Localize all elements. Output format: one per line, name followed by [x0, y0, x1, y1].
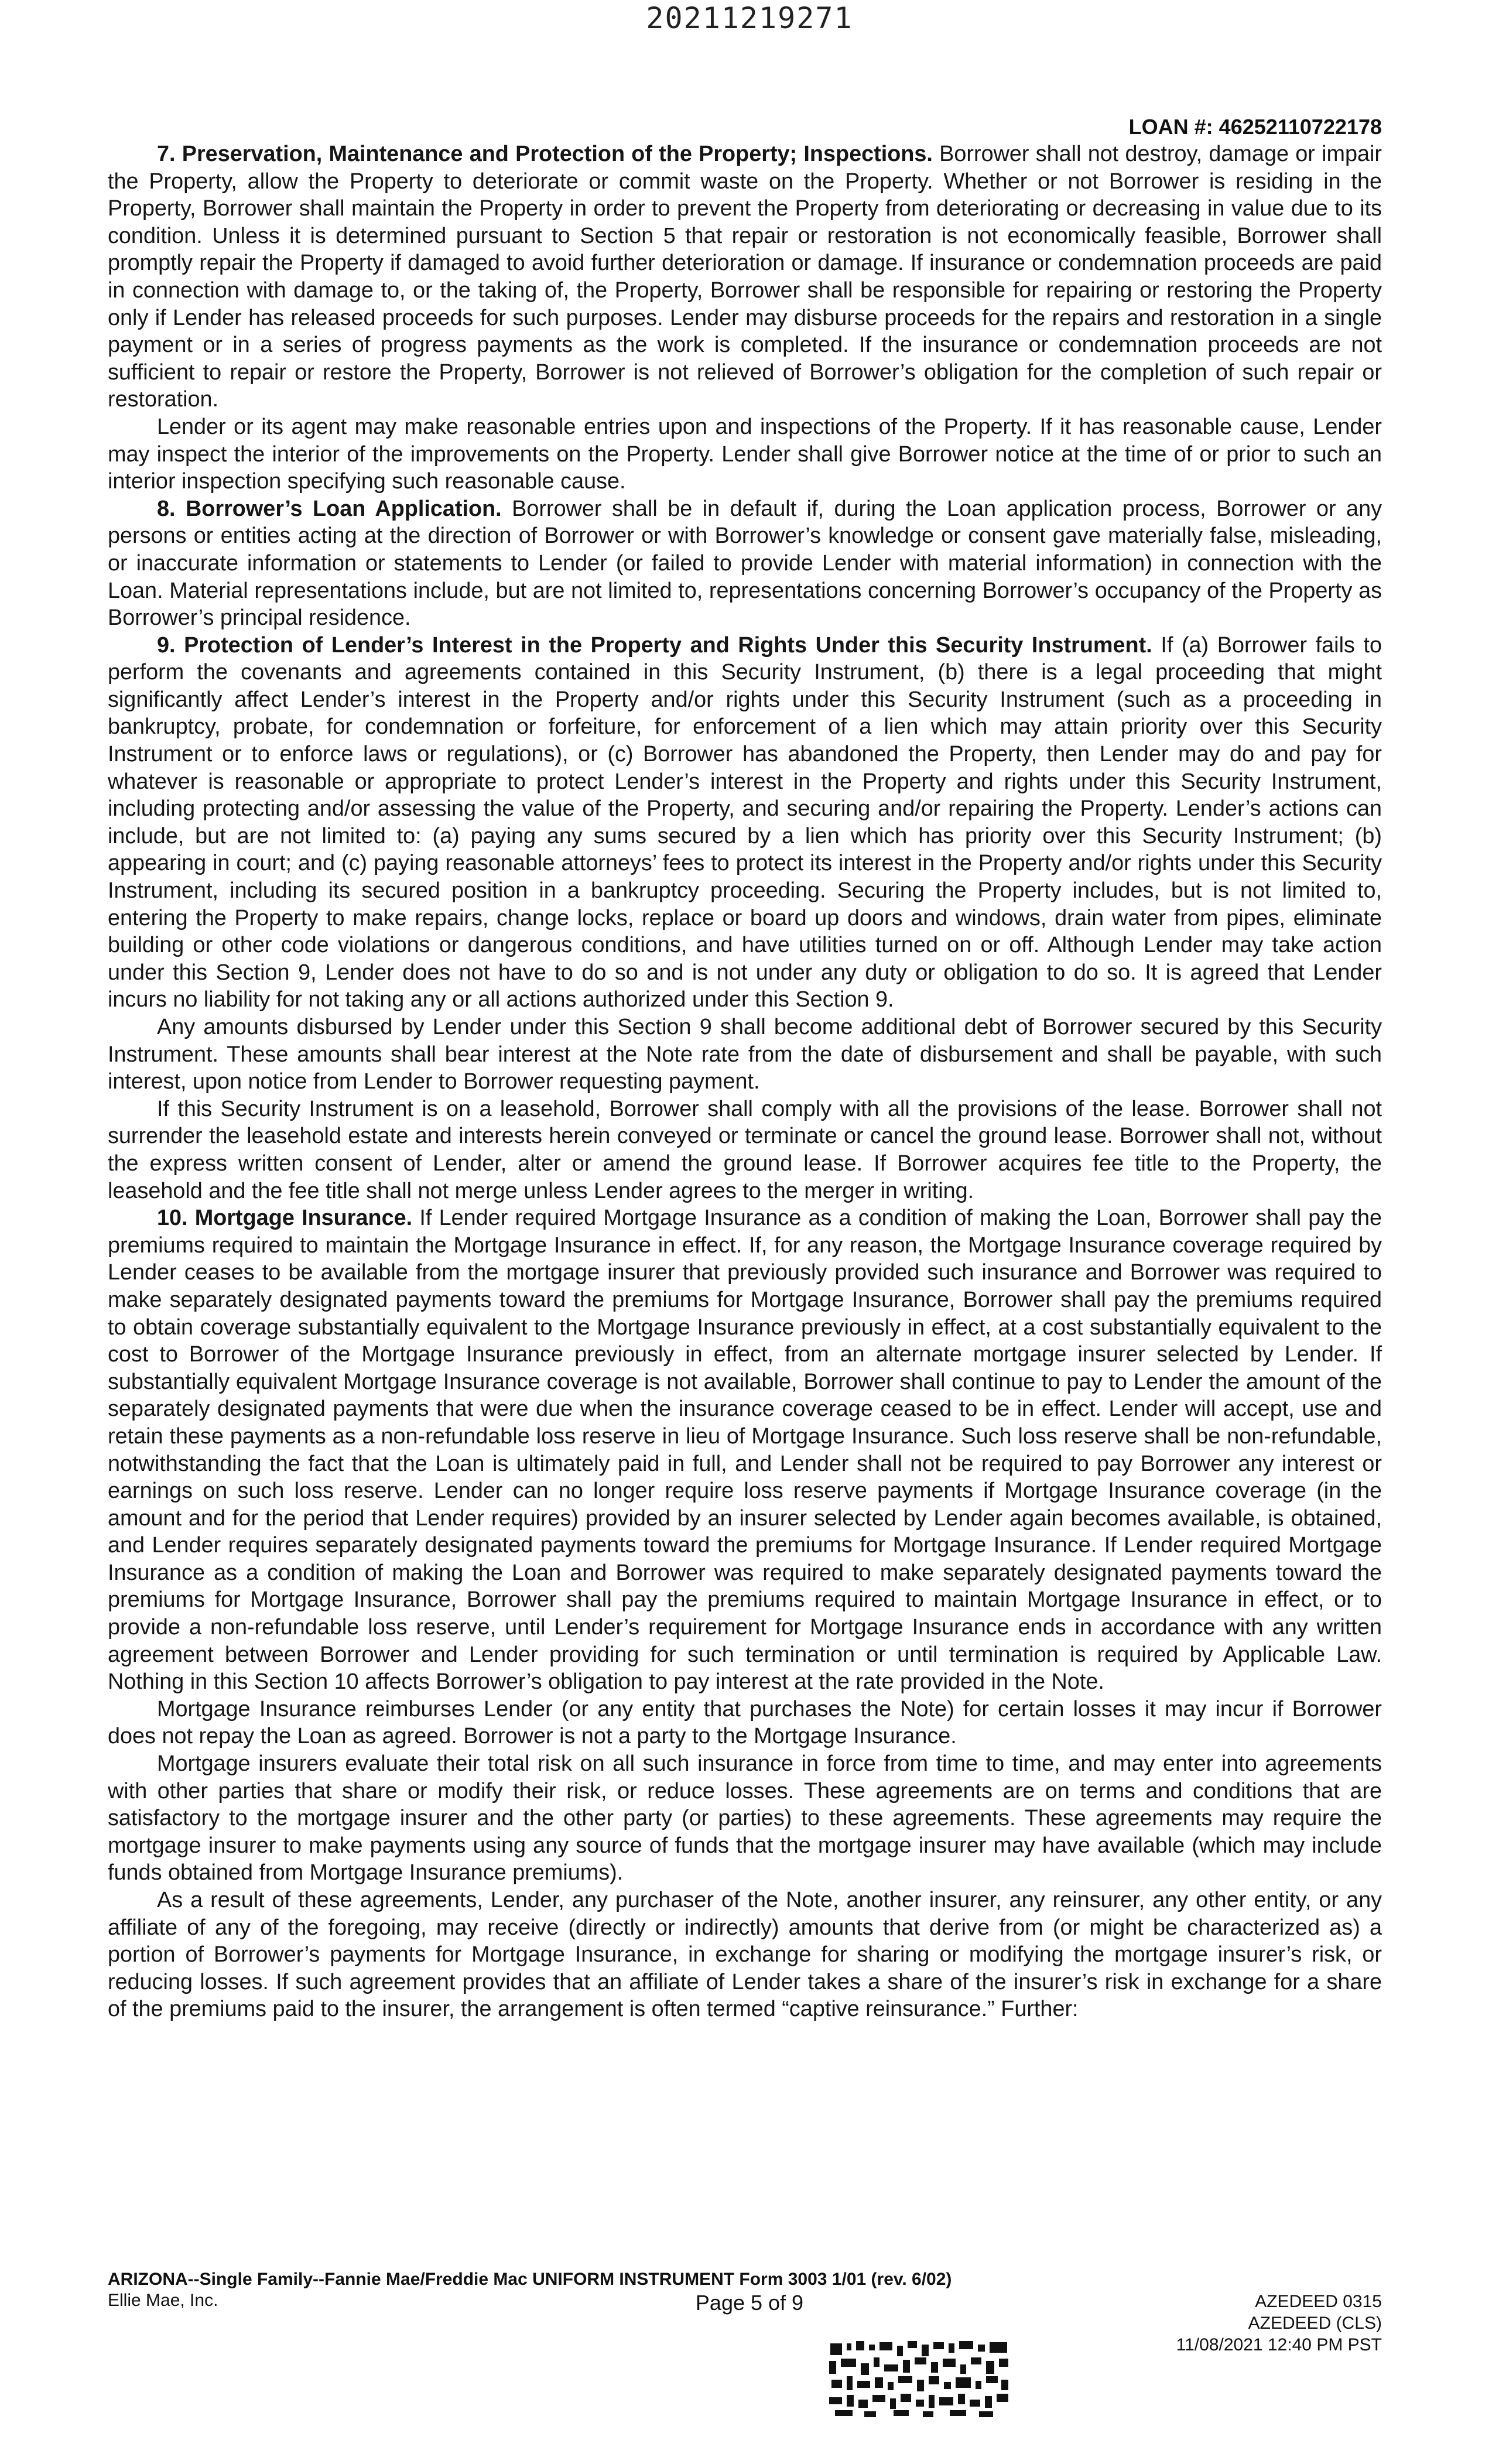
section-10-paragraph [108, 1204, 1382, 1696]
recording-number: 20211219271 [646, 1, 853, 35]
section-7-heading: 7. Preservation, Maintenance and Protection of the Property; Inspections. [157, 142, 933, 166]
section-9-disbursement-paragraph: Any amounts disbursed by Lender under this Section 9 shall become additional debt of Borrower secured by this Security Instrument. These amounts shall bear interest at the Note rate from the date of disbursement and shall be payable, with such interest, upon notice from Lender to Borrower requesting payment. [108, 1015, 1382, 1094]
section-9-leasehold-paragraph: If this Security Instrument is on a leasehold, Borrower shall comply with all the provisions of the lease. Borrower shall not surrender the leasehold estate and interests herein conveyed or terminate or cancel the ground lease. Borrower shall not, without the express written consent of Lender, alter or amend the ground lease. If Borrower acquires fee title to the Property, the leasehold and the fee title shall not merge unless Lender agrees to the merger in writing. [108, 1096, 1382, 1203]
section-10-heading: 10. Mortgage Insurance. [157, 1206, 413, 1231]
section-10-insurers-paragraph: Mortgage insurers evaluate their total risk on all such insurance in force from time to time, and may enter into agreements with other parties that share or modify their risk, or reduce losses. These agreements are on terms and conditions that are satisfactory to the mortgage insurer and the other party (or parties) to these agreements. These agreements may require the mortgage insurer to make payments using any source of funds that the mortgage insurer may have available (which may include funds obtained from Mortgage Insurance premiums). [108, 1751, 1382, 1885]
document-body [108, 141, 1382, 2023]
section-7-paragraph [108, 141, 1382, 413]
section-8-paragraph [108, 495, 1382, 632]
section-7-inspections-paragraph: Lender or its agent may make reasonable entries upon and inspections of the Property. If it has reasonable cause, Lender may inspect the interior of the improvements on the Property. Lender shall give Borrower notice at the time of or prior to such an interior inspection specifying such reasonable cause. [108, 414, 1382, 494]
section-8-heading: 8. Borrower’s Loan Application. [157, 496, 502, 521]
loan-number: LOAN #: 46252110722178 [1128, 115, 1382, 139]
footer-doc-codes [1176, 2291, 1382, 2356]
footer-form-title: ARIZONA--Single Family--Fannie Mae/Freddie Mac UNIFORM INSTRUMENT Form 3003 1/01 (rev. 6/02) [108, 2270, 952, 2289]
section-10-agreements-paragraph: As a result of these agreements, Lender, any purchaser of the Note, another insurer, any reinsurer, any other entity, or any affiliate of any of the foregoing, may receive (directly or indirectly) amounts that derive from (or might be characterized as) a portion of Borrower’s payments for Mortgage Insurance, in exchange for sharing or modifying the mortgage insurer’s risk, or reducing losses. If such agreement provides that an affiliate of Lender takes a share of the insurer’s risk in exchange for a share of the premiums paid to the insurer, the arrangement is often termed “captive reinsurance.” Further: [108, 1888, 1382, 2022]
section-10-text: If Lender required Mortgage Insurance as a condition of making the Loan, Borrower shall pay the premiums required to maintain the Mortgage Insurance in effect. If, for any reason, the Mortgage Insurance coverage required by Lender ceases to be available from the mortgage insurer that previously provided such insurance and Borrower was required to make separately designated payments toward the premiums for Mortgage Insurance, Borrower shall pay the premiums required to obtain coverage substantially equivalent to the Mortgage Insurance previously in effect, at a cost substantially equivalent to the cost to Borrower of the Mortgage Insurance previously in effect, from an alternate mortgage insurer selected by Lender. If substantially equivalent Mortgage Insurance coverage is not available, Borrower shall continue to pay to Lender the amount of the separately designated payments that were due when the insurance coverage ceased to be in effect. Lender will accept, use and retain these payments as a non-refundable loss reserve in lieu of Mortgage Insurance. Such loss reserve shall be non-refundable, notwithstanding the fact that the Loan is ultimately paid in full, and Lender shall not be required to pay Borrower any interest or earnings on such loss reserve. Lender can no longer require loss reserve payments if Mortgage Insurance coverage (in the amount and for the period that Lender requires) provided by an insurer selected by Lender again becomes available, is obtained, and Lender requires separately designated payments toward the premiums for Mortgage Insurance. If Lender required Mortgage Insurance as a condition of making the Loan and Borrower was required to make separately designated payments toward the premiums for Mortgage Insurance, Borrower shall pay the premiums required to maintain Mortgage Insurance in effect, or to provide a non-refundable loss reserve, until Lender’s requirement for Mortgage Insurance ends in accordance with any written agreement between Borrower and Lender providing for such termination or until termination is required by Applicable Law. Nothing in this Section 10 affects Borrower’s obligation to pay interest at the rate provided in the Note. [108, 1206, 1382, 1695]
section-9-paragraph [108, 632, 1382, 1014]
section-7-text: Borrower shall not destroy, damage or impair the Property, allow the Property to deteriorate or commit waste on the Property. Whether or not Borrower is residing in the Property, Borrower shall maintain the Property in order to prevent the Property from deteriorating or decreasing in value due to its condition. Unless it is determined pursuant to Section 5 that repair or restoration is not economically feasible, Borrower shall promptly repair the Property if damaged to avoid further deterioration or damage. If insurance or condemnation proceeds are paid in connection with damage to, or the taking of, the Property, Borrower shall be responsible for repairing or restoring the Property only if Lender has released proceeds for such purposes. Lender may disburse proceeds for the repairs and restoration in a single payment or in a series of progress payments as the work is completed. If the insurance or condemnation proceeds are not sufficient to repair or restore the Property, Borrower is not relieved of Borrower’s obligation for the completion of such repair or restoration. [108, 142, 1382, 412]
footer-vendor: Ellie Mae, Inc. [108, 2291, 218, 2310]
doc-code-primary: AZEDEED 0315 [1255, 2292, 1382, 2311]
section-9-text: If (a) Borrower fails to perform the covenants and agreements contained in this Security Instrument, (b) there is a legal proceeding that might significantly affect Lender’s interest in the Property and/or rights under this Security Instrument (such as a proceeding in bankruptcy, probate, for condemnation or forfeiture, for enforcement of a lien which may attain priority over this Security Instrument or to enforce laws or regulations), or (c) Borrower has abandoned the Property, then Lender may do and pay for whatever is reasonable or appropriate to protect Lender’s interest in the Property and rights under this Security Instrument, including protecting and/or assessing the value of the Property, and securing and/or repairing the Property. Lender’s actions can include, but are not limited to: (a) paying any sums secured by a lien which has priority over this Security Instrument; (b) appearing in court; and (c) paying reasonable attorneys’ fees to protect its interest in the Property and/or rights under this Security Instrument, including its secured position in a bankruptcy proceeding. Securing the Property includes, but is not limited to, entering the Property to make repairs, change locks, replace or board up doors and windows, drain water from pipes, eliminate building or other code violations or dangerous conditions, and have utilities turned on or off. Although Lender may take action under this Section 9, Lender does not have to do so and is not under any duty or obligation to do so. It is agreed that Lender incurs no liability for not taking any or all actions authorized under this Section 9. [108, 632, 1382, 1012]
section-9-heading: 9. Protection of Lender’s Interest in the Property and Rights Under this Security Instrument. [157, 632, 1152, 658]
barcode-icon [829, 2341, 1009, 2417]
doc-timestamp: 11/08/2021 12:40 PM PST [1176, 2335, 1382, 2355]
section-8-text: Borrower shall be in default if, during the Loan application process, Borrower or any persons or entities acting at the direction of Borrower or with Borrower’s knowledge or consent gave materially false, misleading, or inaccurate information or statements to Lender (or failed to provide Lender with material information) in connection with the Loan. Material representations include, but are not limited to, representations concerning Borrower’s occupancy of the Property as Borrower’s principal residence. [108, 496, 1382, 631]
doc-code-secondary: AZEDEED (CLS) [1248, 2314, 1382, 2333]
section-10-reimburses-paragraph: Mortgage Insurance reimburses Lender (or any entity that purchases the Note) for certain losses it may incur if Borrower does not repay the Loan as agreed. Borrower is not a party to the Mortgage Insurance. [108, 1696, 1382, 1749]
page-number: Page 5 of 9 [695, 2291, 804, 2315]
